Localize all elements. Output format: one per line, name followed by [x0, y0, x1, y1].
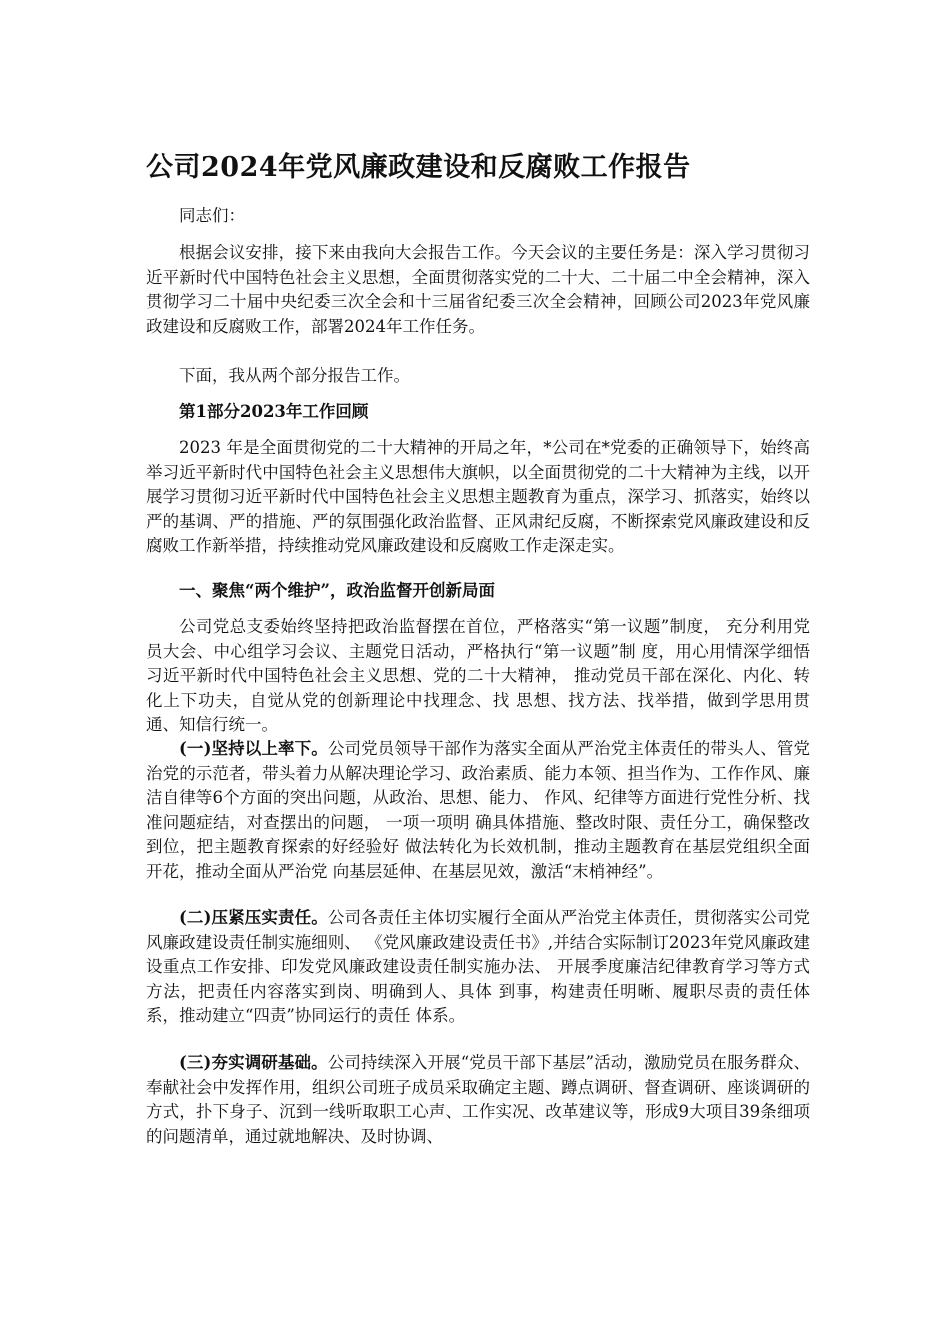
item2-body: 公司各责任主体切实履行全面从严治党主体责任，贯彻落实公司党风廉政建设责任制实施细则、 《党风廉政建设责任书》,并结合实际制订2023年党风廉政建设重点工作安排、印发党风廉政建设责任制实施办法、 开展季度廉洁纪律教育学习等方式方法，把责任内容落实到岗、明确到人、具体 到事，构建责任明晰、履职尽责的责任体系，推动建立“四责”协同运行的责任 体系。: [146, 908, 810, 1025]
item3-body: 公司持续深入开展“党员干部下基层”活动，激励党员在服务群众、奉献社会中发挥作用，组织公司班子成员采取确定主题、蹲点调研、督查调研、座谈调研的方式，扑下身子、沉到一线听取职工心声、工作实况、改革建议等，形成9大项目39条细项的问题清单，通过就地解决、及时协调、: [146, 1053, 810, 1146]
item1-body: 公司党员领导干部作为落实全面从严治党主体责任的带头人、管党治党的示范者，带头着力从解决理论学习、政治素质、能力本领、担当作为、工作作风、廉洁自律等6个方面的突出问题，从政治、思想、能力、 作风、纪律等方面进行党性分析、找准问题症结，对查摆出的问题， 一项一项明 确具体措施、整改时限、责任分工，确保整改到位，把主题教育探索的好经验好 做法转化为长效机制，推动主题教育在基层党组织全面开花，推动全面从严治党 向基层延伸、在基层见效，激活“末梢神经”。: [146, 739, 810, 881]
item1-lead: (一)坚持以上率下。: [179, 739, 328, 758]
item1-paragraph: [146, 737, 810, 884]
item3-paragraph: [146, 1051, 810, 1149]
part1-heading: 第1部分2023年工作回顾: [179, 402, 369, 421]
item3-lead: (三)夯实调研基础。: [179, 1053, 328, 1072]
item2-lead: (二)压紧压实责任。: [179, 908, 328, 927]
parts-intro-paragraph: 下面，我从两个部分报告工作。: [179, 366, 410, 385]
section1-heading: 一、聚焦“两个维护”，政治监督开创新局面: [179, 581, 495, 600]
review-paragraph: 2023 年是全面贯彻党的二十大精神的开局之年，*公司在*党委的正确领导下，始终高举习近平新时代中国特色社会主义思想伟大旗帜，以全面贯彻党的二十大精神为主线，以开展学习贯彻习近平新时代中国特色社会主义思想主题教育为重点，深学习、抓落实，始终以严的基调、严的措施、严的氛围强化政治监督、正风肃纪反腐，不断探索党风廉政建设和反腐败工作新举措，持续推动党风廉政建设和反腐败工作走深走实。: [146, 438, 810, 555]
document-title: 公司2024年党风廉政建设和反腐败工作报告: [146, 152, 691, 183]
section1-paragraph: 公司党总支委始终坚持把政治监督摆在首位，严格落实“第一议题”制度， 充分利用党员大会、中心组学习会议、主题党日活动，严格执行“第一议题”制 度，用心用情深学细悟习近平新时代中国特色社会主义思想、党的二十大精神， 推动党员干部在深化、内化、转化上下功夫，自觉从党的创新理论中找理念、找 思想、找方法、找举措，做到学思用贯通、知信行统一。: [146, 617, 810, 734]
item2-paragraph: [146, 906, 810, 1029]
intro-paragraph: 根据会议安排，接下来由我向大会报告工作。今天会议的主要任务是：深入学习贯彻习近平新时代中国特色社会主义思想，全面贯彻落实党的二十大、二十届二中全会精神，深入贯彻学习二十届中央纪委三次全会和十三届省纪委三次全会精神，回顾公司2023年党风廉政建设和反腐败工作，部署2024年工作任务。: [146, 243, 810, 336]
greeting: 同志们：: [179, 206, 245, 225]
